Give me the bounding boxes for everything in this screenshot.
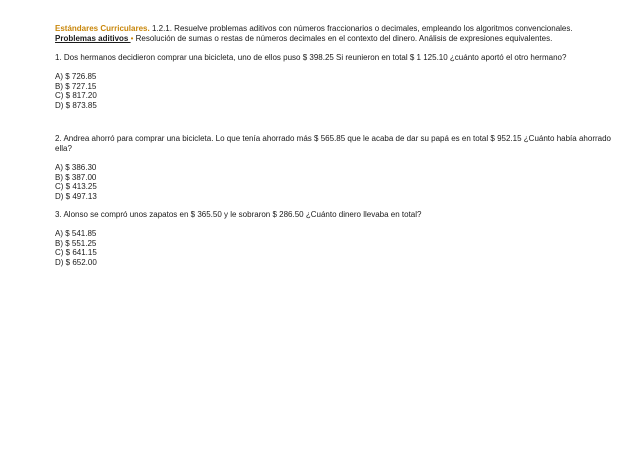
- problems-text: Resolución de sumas o restas de números decimales en el contexto del dinero. Análisis de expresiones equivalentes.: [133, 34, 553, 43]
- option-a: A) $ 386.30: [55, 163, 97, 172]
- question-1-options: [55, 72, 611, 110]
- standards-label: Estándares Curriculares.: [55, 24, 150, 33]
- option-c: C) $ 817.20: [55, 91, 97, 100]
- question-2-options: [55, 163, 611, 201]
- bullet-mark: •: [130, 34, 134, 43]
- option-c: C) $ 413.25: [55, 182, 97, 191]
- standards-paragraph: [55, 24, 611, 34]
- option-d: D) $ 497.13: [55, 191, 97, 201]
- standards-text: 1.2.1. Resuelve problemas aditivos con números fraccionarios o decimales, empleando los algoritmos convencionales.: [149, 24, 573, 33]
- option-d: D) $ 652.00: [55, 257, 97, 267]
- question-3-options: [55, 229, 611, 267]
- problems-paragraph: [55, 34, 611, 44]
- document-page: [55, 24, 611, 267]
- question-2-text: 2. Andrea ahorró para comprar una bicicleta. Lo que tenía ahorrado más $ 565.85 que le acaba de dar su papá es en total $ 952.15 ¿Cuánto había ahorrado ella?: [55, 134, 611, 153]
- problems-label: Problemas aditivos: [55, 34, 131, 43]
- option-d: D) $ 873.85: [55, 100, 97, 110]
- option-b: B) $ 727.15: [55, 81, 97, 91]
- option-b: B) $ 551.25: [55, 238, 97, 248]
- question-3-text: 3. Alonso se compró unos zapatos en $ 365.50 y le sobraron $ 286.50 ¿Cuánto dinero llevaba en total?: [55, 210, 422, 219]
- option-b: B) $ 387.00: [55, 172, 97, 182]
- option-c: C) $ 641.15: [55, 248, 97, 257]
- question-1-text: 1. Dos hermanos decidieron comprar una bicicleta, uno de ellos puso $ 398.25 Si reunieron en total $ 1 125.10 ¿cuánto aportó el otro hermano?: [55, 53, 567, 62]
- option-a: A) $ 726.85: [55, 72, 97, 81]
- option-a: A) $ 541.85: [55, 229, 97, 238]
